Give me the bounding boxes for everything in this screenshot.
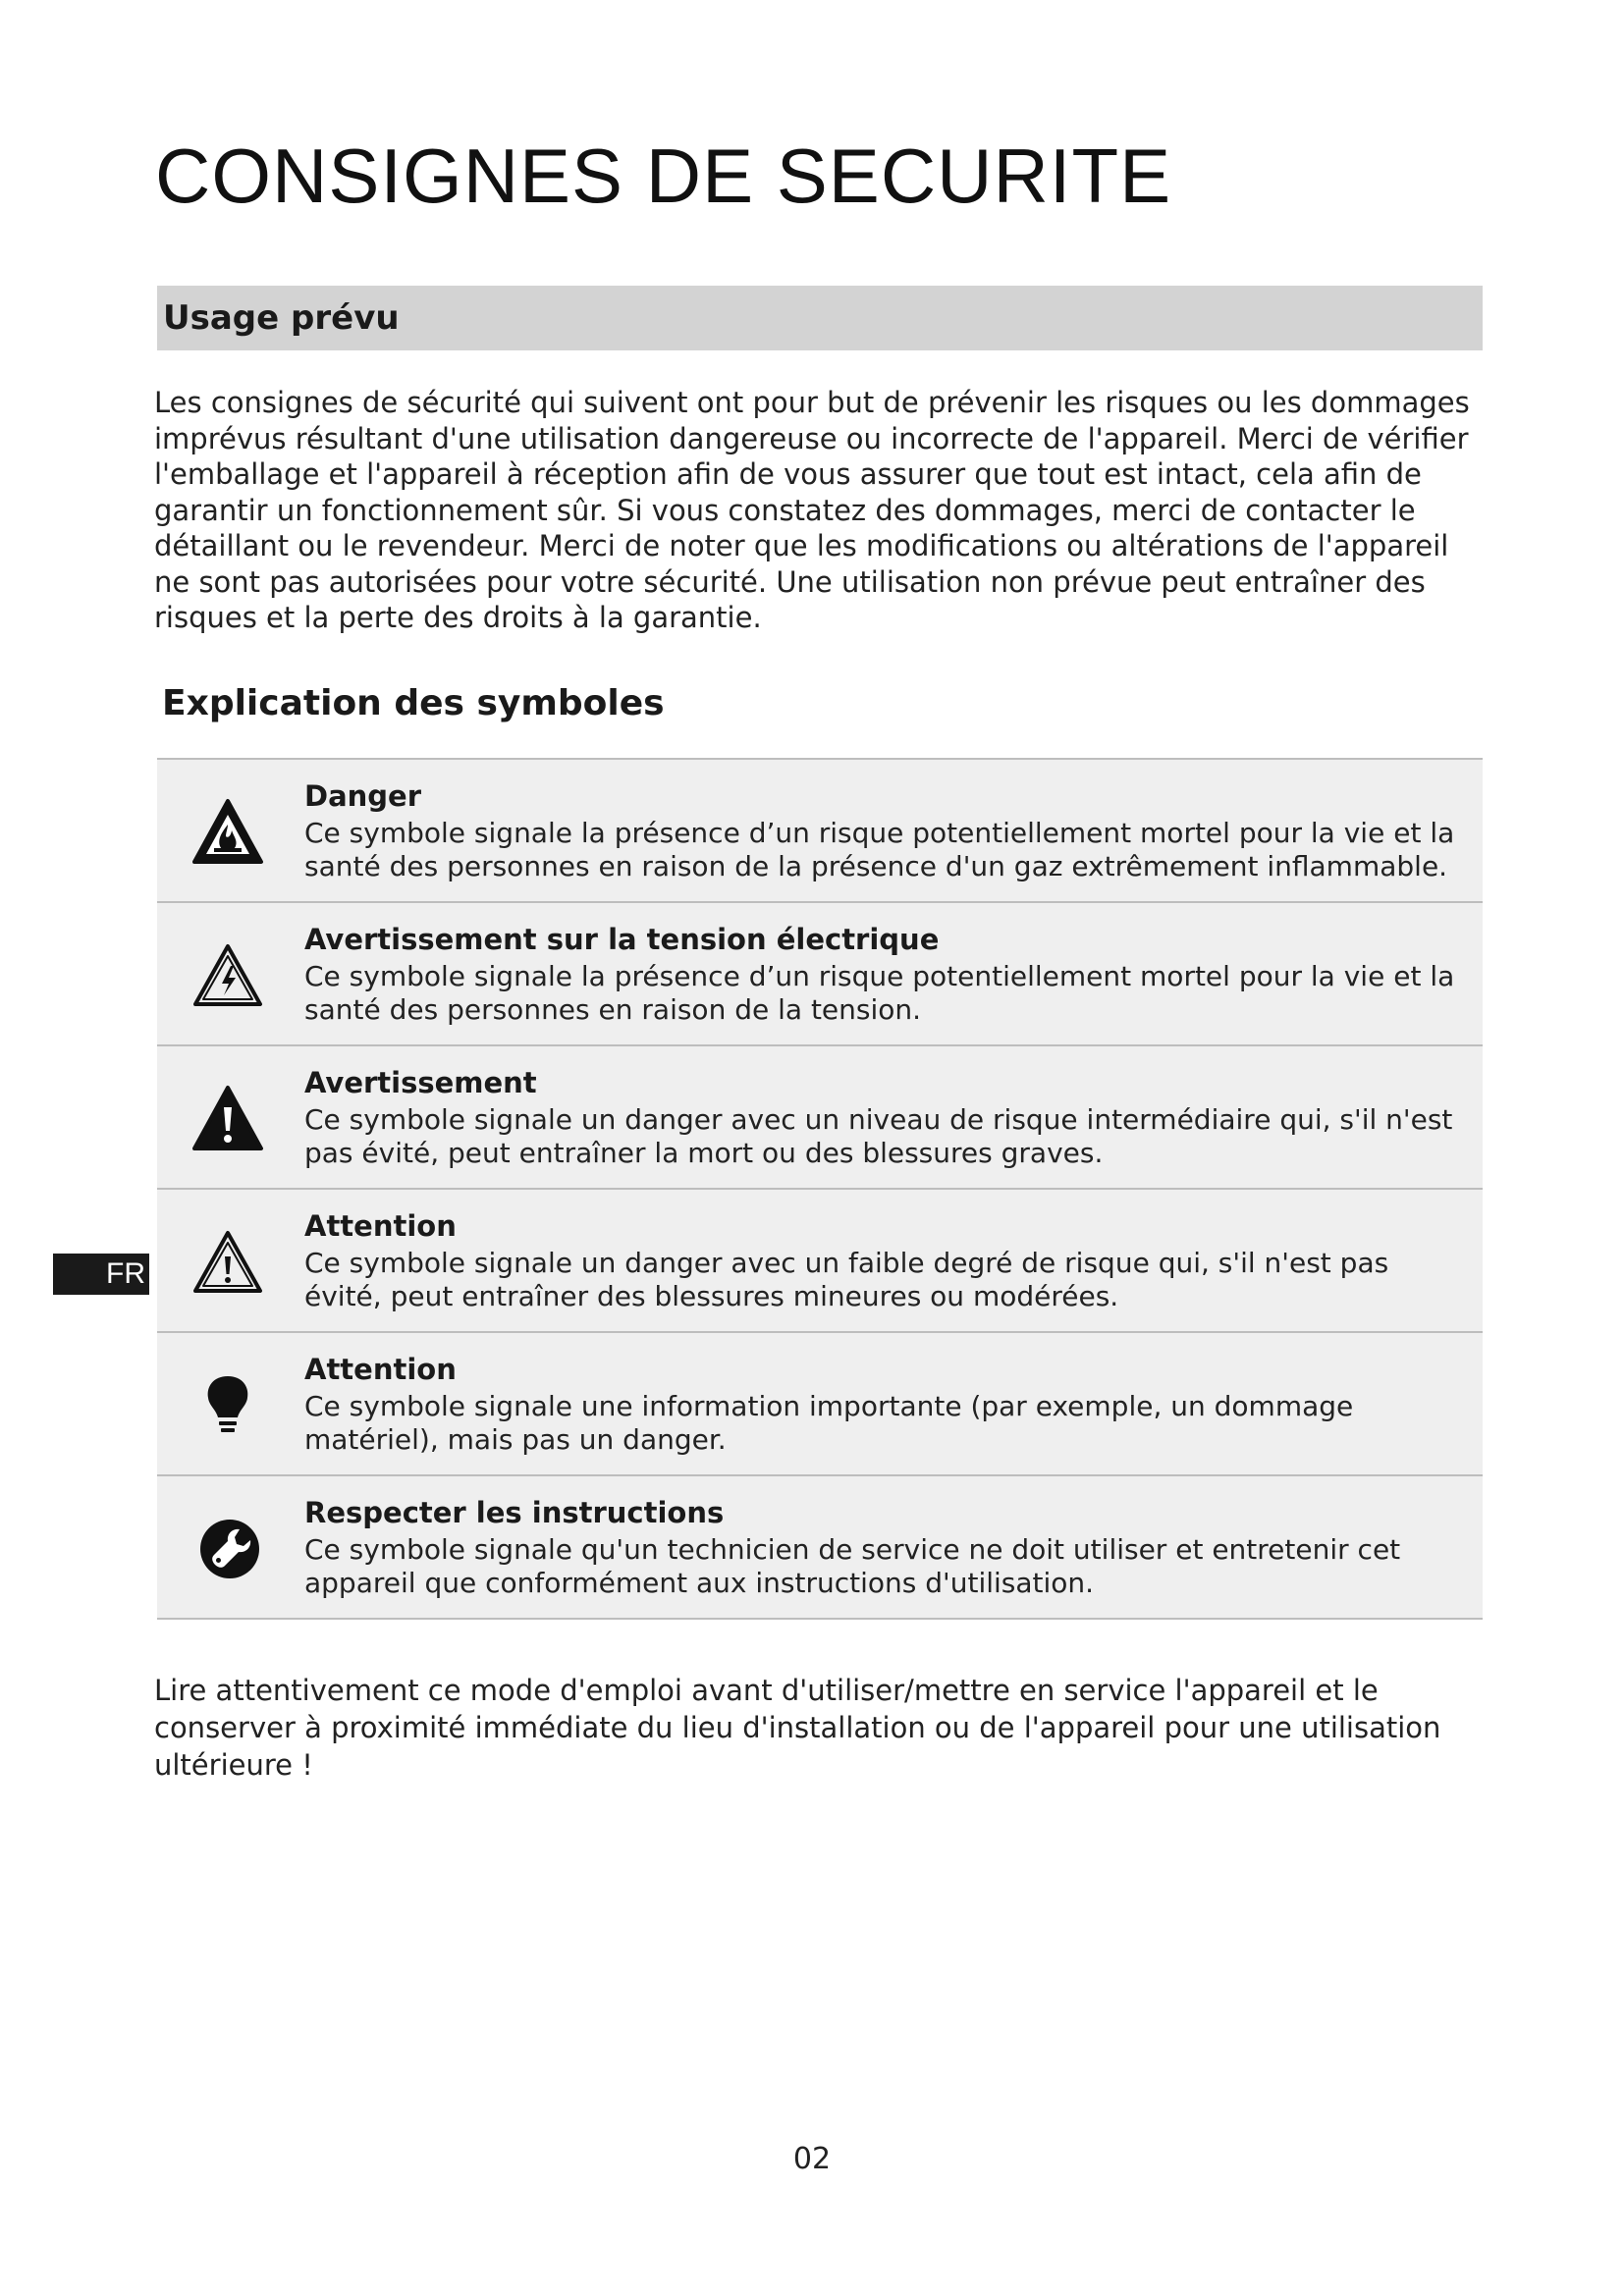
outline-warning-icon	[190, 1227, 265, 1298]
symbol-description: Ce symbole signale qu'un technicien de service ne doit utiliser et entretenir cet appareil que conformément aux instructions d'utilisation.	[304, 1533, 1401, 1599]
symbol-row-electric	[157, 903, 1483, 1046]
symbol-row-information	[157, 1333, 1483, 1476]
usage-heading: Usage prévu	[163, 298, 400, 338]
symbol-row-instructions	[157, 1476, 1483, 1620]
symbol-title: Attention	[304, 1353, 457, 1386]
symbol-title: Avertissement	[304, 1066, 537, 1099]
symbols-heading: Explication des symboles	[162, 683, 665, 723]
solid-warning-icon	[190, 1084, 265, 1154]
symbol-description: Ce symbole signale un danger avec un niveau de risque intermédiaire qui, s'il n'est pas évité, peut entraîner la mort ou des blessures graves.	[304, 1103, 1453, 1169]
symbol-row-danger	[157, 760, 1483, 903]
language-tab: FR	[53, 1254, 149, 1295]
light-bulb-icon	[190, 1370, 265, 1441]
symbol-description: Ce symbole signale la présence d’un risque potentiellement mortel pour la vie et la santé des personnes en raison de la présence d'un gaz extrêmement inflammable.	[304, 817, 1455, 882]
usage-section-header	[157, 286, 1483, 350]
symbol-description: Ce symbole signale une information importante (par exemple, un dommage matériel), mais pas un danger.	[304, 1390, 1354, 1456]
symbols-table	[157, 758, 1483, 1620]
page-title: CONSIGNES DE SECURITE	[155, 133, 1172, 219]
page-number: 02	[792, 2142, 832, 2176]
symbol-title: Respecter les instructions	[304, 1496, 725, 1529]
symbol-title: Danger	[304, 779, 422, 813]
closing-paragraph: Lire attentivement ce mode d'emploi avant d'utiliser/mettre en service l'appareil et le conserver à proximité immédiate du lieu d'installation ou de l'appareil pour une utilisation ultérieure !	[154, 1674, 1441, 1782]
symbol-description: Ce symbole signale un danger avec un faible degré de risque qui, s'il n'est pas évité, peut entraîner des blessures mineures ou modérées.	[304, 1247, 1389, 1312]
wrench-service-icon	[190, 1514, 265, 1584]
usage-paragraph: Les consignes de sécurité qui suivent ont pour but de prévenir les risques ou les dommages imprévus résultant d'une utilisation dangereuse ou incorrecte de l'appareil. Merci de vérifier l'emballage et l'appareil à réception afin de vous assurer que tout est intact, cela afin de garantir un fonctionnement sûr. Si vous constatez des dommages, merci de contacter le détaillant ou le revendeur. Merci de noter que les modifications ou altérations de l'appareil ne sont pas autorisées pour votre sécurité. Une utilisation non prévue peut entraîner des risques et la perte des droits à la garantie.	[154, 386, 1470, 634]
symbol-title: Avertissement sur la tension électrique	[304, 923, 940, 956]
symbol-row-warning	[157, 1046, 1483, 1190]
symbol-title: Attention	[304, 1209, 457, 1243]
symbol-row-attention	[157, 1190, 1483, 1333]
symbol-description: Ce symbole signale la présence d’un risque potentiellement mortel pour la vie et la santé des personnes en raison de la tension.	[304, 960, 1455, 1026]
flammable-warning-icon	[190, 797, 265, 868]
electric-voltage-warning-icon	[190, 940, 265, 1011]
